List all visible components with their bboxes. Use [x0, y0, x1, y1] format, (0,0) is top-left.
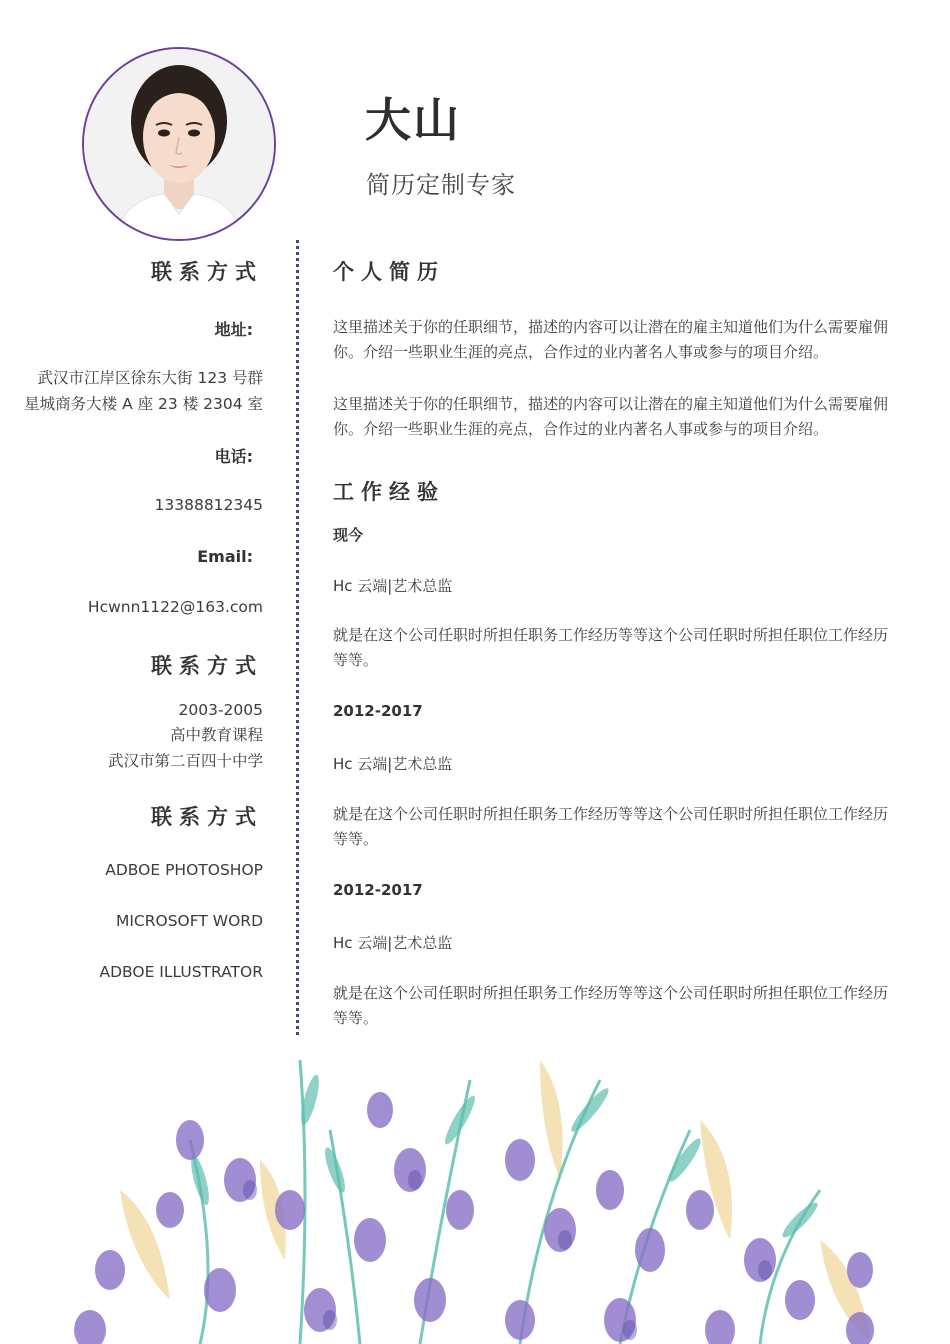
profile-paragraph: 这里描述关于你的任职细节，描述的内容可以让潜在的雇主知道他们为什么需要雇佣你。介绍一些职业生涯的亮点，合作过的业内著名人事或参与的项目介绍。 [333, 318, 889, 361]
email-value: Hcwnn1122@163.com [87, 598, 263, 616]
profile-photo [82, 47, 276, 241]
skills-section-title: 联系方式 [151, 805, 263, 829]
job-description: 就是在这个公司任职时所担任职务工作经历等等这个公司任职时所担任职位工作经历等等。 [333, 805, 889, 848]
lavender-flowers-illustration [0, 1040, 950, 1344]
job-date: 现今 [333, 526, 364, 544]
profile-section-title: 个人简历 [333, 260, 445, 284]
column-divider [296, 240, 299, 1035]
person-portrait-icon [84, 49, 274, 239]
skill-item: ADBOE ILLUSTRATOR [99, 963, 263, 981]
job-role: Hc 云端|艺术总监 [333, 934, 453, 952]
phone-value: 13388812345 [154, 496, 263, 514]
job-role: Hc 云端|艺术总监 [333, 755, 453, 773]
job-description: 就是在这个公司任职时所担任职务工作经历等等这个公司任职时所担任职位工作经历等等。 [333, 984, 889, 1027]
skill-item: MICROSOFT WORD [115, 912, 263, 930]
education-course: 高中教育课程 [169, 726, 263, 744]
address-line-2: 星城商务大楼 A 座 23 楼 2304 室 [24, 395, 263, 413]
job-date: 2012-2017 [333, 702, 423, 720]
job-role: Hc 云端|艺术总监 [333, 577, 453, 595]
education-section-title: 联系方式 [151, 654, 263, 678]
candidate-subtitle: 简历定制专家 [366, 171, 516, 199]
phone-label: 电话: [214, 447, 253, 466]
contact-section-title: 联系方式 [151, 260, 263, 284]
address-label: 地址: [214, 320, 253, 339]
skill-item: ADBOE PHOTOSHOP [105, 861, 263, 879]
profile-paragraph: 这里描述关于你的任职细节，描述的内容可以让潜在的雇主知道他们为什么需要雇佣你。介绍一些职业生涯的亮点，合作过的业内著名人事或参与的项目介绍。 [333, 395, 889, 438]
job-description: 就是在这个公司任职时所担任职务工作经历等等这个公司任职时所担任职位工作经历等等。 [333, 626, 889, 669]
job-date: 2012-2017 [333, 881, 423, 899]
address-line-1: 武汉市江岸区徐东大街 123 号群 [37, 369, 263, 387]
education-years: 2003-2005 [178, 701, 263, 719]
education-school: 武汉市第二百四十中学 [107, 752, 263, 770]
email-label: Email: [197, 547, 253, 566]
candidate-name: 大山 [365, 93, 461, 147]
experience-section-title: 工作经验 [333, 480, 445, 504]
